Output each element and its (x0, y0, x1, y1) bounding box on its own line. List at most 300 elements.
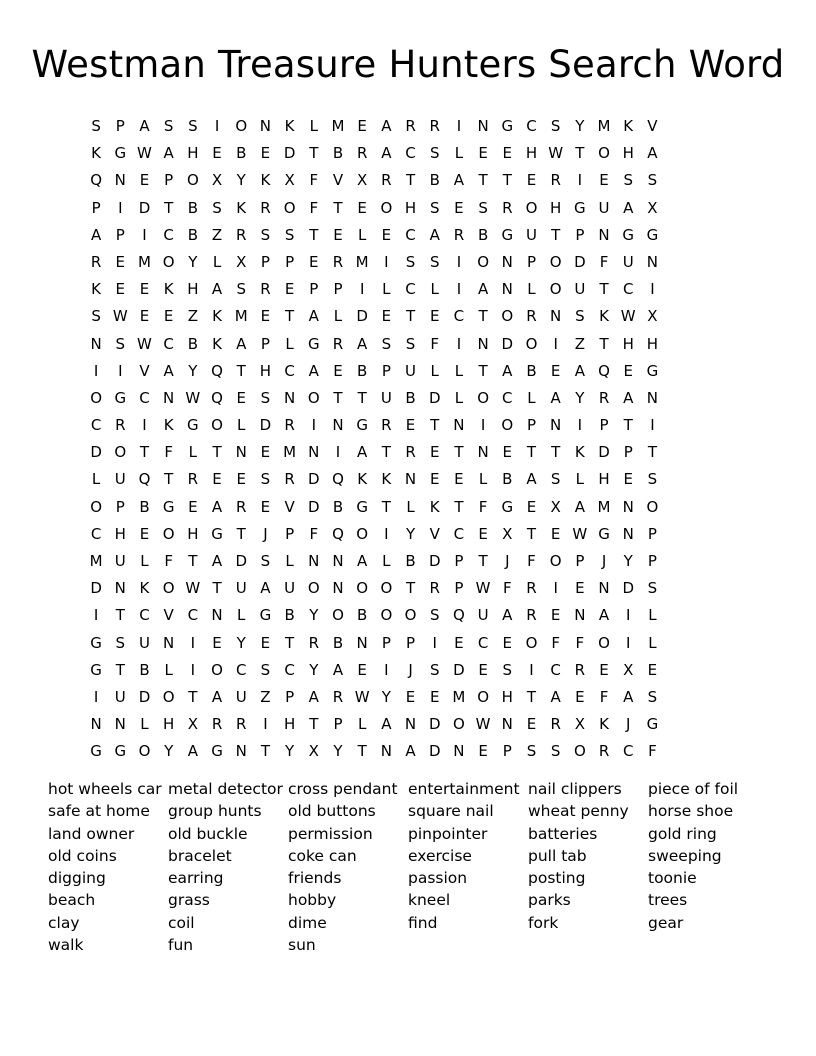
grid-letter: T (309, 144, 319, 163)
grid-letter: L (357, 715, 367, 734)
word-list-item: find (408, 913, 438, 932)
grid-letter: R (598, 388, 610, 407)
grid-letter: T (647, 443, 657, 462)
grid-letter: I (529, 660, 534, 679)
grid-row (84, 548, 665, 575)
grid-letter: G (211, 742, 223, 761)
grid-letter: E (139, 280, 150, 299)
word-list-item: metal detector (168, 780, 283, 798)
word-column (408, 778, 528, 956)
grid-letter: Z (260, 687, 271, 706)
grid-letter: E (478, 144, 488, 163)
grid-letter: T (285, 633, 295, 652)
word-list-item: hot wheels car (48, 780, 162, 798)
word-list-item: posting (528, 869, 586, 888)
grid-letter: N (114, 579, 126, 598)
grid-letter: S (550, 117, 561, 135)
grid-letter: E (454, 198, 464, 217)
grid-letter: A (623, 388, 634, 407)
word-list-item: land owner (48, 824, 135, 843)
grid-letter: P (333, 280, 343, 299)
grid-letter: F (164, 552, 173, 570)
grid-row (84, 140, 665, 167)
word-list-item: friends (288, 869, 342, 888)
grid-letter: S (575, 307, 585, 326)
word-list-item: kneel (408, 891, 451, 910)
grid-letter: C (622, 742, 634, 761)
grid-letter: K (91, 280, 102, 299)
grid-letter: W (137, 144, 152, 163)
grid-letter: L (454, 144, 464, 163)
grid-letter: O (114, 443, 127, 462)
grid-row (84, 684, 665, 711)
grid-letter: A (623, 687, 634, 706)
grid-letter: T (164, 470, 174, 489)
grid-letter: N (477, 117, 489, 135)
grid-letter: A (574, 497, 585, 516)
grid-letter: D (259, 416, 272, 435)
word-column (48, 778, 168, 956)
grid-letter: N (211, 606, 223, 625)
word-list-item: hobby (288, 891, 337, 910)
grid-letter: S (284, 225, 295, 244)
grid-letter: C (550, 660, 561, 679)
grid-letter: H (550, 198, 562, 217)
word-list-item: toonie (648, 869, 697, 888)
grid-row (84, 358, 665, 385)
grid-letter: X (574, 715, 585, 734)
grid-letter: M (355, 252, 369, 271)
grid-letter: S (478, 198, 488, 217)
grid-letter: F (309, 524, 319, 543)
page-title: Westman Treasure Hunters Search Word (31, 43, 785, 86)
grid-letter: L (140, 552, 149, 570)
grid-letter: L (357, 225, 367, 244)
word-column (168, 778, 288, 956)
grid-letter: X (623, 660, 634, 679)
grid-letter: A (381, 117, 392, 135)
grid-letter: E (429, 470, 440, 489)
grid-letter: O (162, 579, 175, 598)
grid-letter: E (429, 687, 440, 706)
grid-letter: R (115, 416, 126, 435)
grid-letter: T (164, 198, 174, 217)
grid-letter: O (501, 307, 514, 326)
grid-letter: Y (164, 742, 174, 761)
grid-letter: O (380, 606, 393, 625)
grid-letter: O (525, 633, 538, 652)
grid-letter: O (235, 117, 248, 135)
grid-letter: P (309, 280, 319, 299)
grid-letter: R (284, 416, 295, 435)
grid-letter: A (405, 742, 416, 761)
grid-letter: I (384, 660, 389, 679)
grid-letter: Y (333, 742, 343, 761)
grid-letter: N (308, 552, 320, 570)
grid-letter: O (380, 198, 393, 217)
grid-letter: G (646, 715, 659, 734)
grid-letter: K (212, 307, 222, 326)
grid-letter: O (138, 742, 151, 761)
grid-letter: E (260, 144, 271, 163)
grid-letter: S (163, 117, 174, 135)
grid-letter: T (212, 443, 222, 462)
grid-row (84, 113, 665, 140)
grid-letter: E (212, 470, 222, 489)
grid-letter: L (285, 334, 294, 353)
grid-letter: X (308, 742, 319, 761)
word-list-item: safe at home (48, 802, 150, 821)
grid-letter: T (381, 497, 391, 516)
grid-letter: S (429, 252, 440, 271)
grid-letter: K (284, 117, 295, 135)
grid-letter: A (260, 579, 271, 598)
grid-letter: S (236, 280, 246, 299)
grid-letter: Q (138, 470, 151, 489)
grid-letter: P (454, 579, 464, 598)
grid-letter: O (477, 388, 489, 407)
grid-letter: H (283, 715, 296, 734)
word-column (288, 778, 408, 956)
grid-letter: O (186, 171, 199, 190)
grid-letter: Q (332, 524, 344, 543)
grid-letter: E (212, 144, 222, 163)
grid-letter: Y (575, 388, 585, 407)
word-list-item: batteries (528, 824, 598, 843)
grid-letter: T (551, 443, 561, 462)
grid-letter: H (622, 144, 634, 163)
grid-letter: S (647, 687, 658, 706)
grid-letter: E (502, 144, 513, 163)
grid-letter: A (429, 225, 440, 244)
grid-letter: D (138, 687, 151, 706)
word-list-item: old coins (48, 846, 117, 865)
grid-letter: O (477, 252, 489, 271)
grid-letter: K (91, 144, 102, 163)
grid-letter: X (502, 524, 513, 543)
grid-letter: W (572, 524, 588, 543)
grid-letter: L (648, 606, 657, 625)
grid-letter: A (211, 280, 223, 299)
grid-letter: S (91, 307, 101, 326)
grid-letter: J (263, 524, 268, 543)
grid-letter: R (526, 606, 537, 625)
word-list-item: fork (528, 913, 559, 932)
grid-letter: C (284, 660, 295, 679)
grid-letter: I (456, 334, 462, 353)
grid-letter: H (259, 361, 272, 380)
grid-letter: X (357, 171, 368, 190)
grid-letter: U (114, 687, 126, 706)
grid-letter: N (332, 416, 344, 435)
grid-letter: K (599, 307, 609, 326)
grid-letter: S (429, 198, 440, 217)
word-list-item: piece of foil (648, 780, 739, 798)
grid-letter: T (526, 524, 537, 543)
grid-letter: I (553, 334, 558, 353)
grid-letter: T (188, 687, 198, 706)
grid-letter: L (430, 280, 439, 299)
grid-letter: K (357, 470, 368, 489)
grid-letter: U (525, 225, 537, 244)
grid-letter: D (453, 660, 465, 679)
word-list-item: bracelet (168, 846, 232, 865)
grid-letter: T (357, 742, 367, 761)
grid-letter: F (309, 171, 319, 190)
grid-row (84, 738, 665, 765)
grid-letter: Q (211, 388, 223, 407)
grid-letter: E (478, 742, 488, 761)
grid-letter: U (405, 361, 417, 380)
grid-letter: E (236, 470, 246, 489)
grid-letter: H (187, 280, 199, 299)
grid-letter: U (574, 280, 586, 299)
grid-letter: B (502, 470, 513, 489)
grid-row (84, 575, 665, 602)
grid-letter: P (575, 552, 585, 570)
grid-letter: J (626, 715, 631, 734)
word-list-item: gear (648, 913, 684, 932)
grid-letter: N (114, 171, 126, 190)
grid-letter: M (331, 117, 345, 135)
grid-letter: T (405, 307, 416, 326)
grid-letter: X (647, 307, 658, 326)
grid-letter: C (453, 524, 465, 543)
grid-letter: N (453, 416, 465, 435)
grid-letter: T (405, 579, 416, 598)
grid-letter: F (430, 334, 440, 353)
grid-letter: Y (405, 524, 416, 543)
grid-letter: U (114, 552, 126, 570)
grid-letter: E (405, 687, 416, 706)
grid-letter: A (574, 361, 585, 380)
grid-letter: K (236, 198, 247, 217)
grid-letter: O (283, 198, 296, 217)
grid-letter: N (598, 225, 610, 244)
grid-letter: C (622, 280, 634, 299)
word-list-item: clay (48, 913, 80, 932)
word-list-item: pull tab (528, 846, 587, 865)
grid-letter: B (284, 606, 295, 625)
grid-letter: I (456, 280, 462, 299)
grid-letter: L (648, 633, 657, 652)
grid-letter: F (599, 252, 609, 271)
grid-letter: A (332, 660, 344, 679)
grid-letter: Y (285, 742, 295, 761)
grid-letter: N (574, 606, 586, 625)
grid-letter: B (236, 144, 247, 163)
grid-letter: F (599, 687, 609, 706)
grid-letter: B (332, 633, 344, 652)
grid-letter: T (236, 524, 246, 543)
grid-letter: A (163, 361, 174, 380)
grid-letter: S (647, 470, 658, 489)
grid-letter: P (91, 198, 101, 217)
grid-letter: E (139, 524, 150, 543)
word-list-item: sweeping (648, 846, 722, 865)
grid-letter: G (114, 388, 127, 407)
grid-letter: R (356, 144, 368, 163)
grid-letter: L (212, 252, 222, 271)
word-list-item: earring (168, 869, 224, 888)
grid-row (84, 331, 665, 358)
grid-letter: G (211, 524, 223, 543)
grid-letter: C (405, 225, 416, 244)
grid-letter: N (114, 715, 126, 734)
grid-letter: C (526, 117, 537, 135)
grid-letter: C (284, 361, 295, 380)
grid-letter: S (526, 742, 537, 761)
grid-letter: V (429, 524, 440, 543)
grid-letter: P (647, 524, 657, 543)
grid-letter: R (332, 252, 344, 271)
grid-letter: O (162, 252, 175, 271)
grid-letter: A (163, 144, 174, 163)
grid-letter: N (163, 633, 175, 652)
grid-letter: I (384, 252, 389, 271)
grid-letter: S (502, 660, 513, 679)
grid-letter: O (404, 606, 417, 625)
grid-letter: R (453, 225, 465, 244)
grid-letter: A (211, 497, 223, 516)
word-list-item: old buckle (168, 824, 248, 843)
grid-letter: A (598, 606, 610, 625)
grid-letter: N (622, 497, 634, 516)
grid-letter: G (501, 117, 514, 135)
grid-letter: T (502, 171, 512, 190)
grid-letter: T (236, 361, 246, 380)
word-column (528, 778, 648, 956)
grid-letter: P (260, 252, 270, 271)
grid-letter: L (140, 715, 149, 734)
grid-letter: D (428, 715, 441, 734)
grid-letter: R (405, 117, 416, 135)
grid-letter: O (211, 416, 223, 435)
grid-letter: C (405, 280, 416, 299)
grid-letter: E (260, 633, 271, 652)
grid-letter: R (236, 225, 247, 244)
grid-letter: Z (211, 225, 223, 244)
grid-row (84, 249, 665, 276)
grid-letter: I (480, 416, 486, 435)
grid-letter: J (408, 660, 413, 679)
grid-letter: L (430, 361, 439, 380)
grid-letter: P (285, 252, 295, 271)
word-list-item: old buttons (288, 802, 376, 821)
grid-letter: I (214, 117, 220, 135)
grid-letter: E (115, 252, 126, 271)
grid-letter: W (548, 144, 564, 163)
word-list-item: grass (168, 891, 210, 910)
grid-letter: P (381, 361, 391, 380)
grid-letter: T (478, 171, 488, 190)
grid-letter: X (236, 252, 247, 271)
grid-letter: R (332, 687, 344, 706)
grid-letter: E (478, 660, 488, 679)
grid-row (84, 303, 665, 330)
grid-letter: S (429, 606, 440, 625)
grid-letter: O (646, 497, 659, 516)
grid-letter: P (406, 633, 416, 652)
grid-letter: S (91, 117, 101, 135)
grid-letter: T (599, 280, 609, 299)
grid-letter: U (138, 633, 150, 652)
grid-letter: S (623, 171, 633, 190)
grid-letter: B (187, 225, 198, 244)
grid-letter: D (356, 307, 368, 326)
grid-letter: N (550, 307, 562, 326)
grid-letter: G (259, 606, 272, 625)
grid-letter: I (626, 606, 631, 625)
grid-letter: N (404, 470, 417, 489)
grid-letter: K (260, 171, 271, 190)
grid-letter: D (574, 252, 586, 271)
grid-letter: K (212, 334, 222, 353)
grid-letter: N (453, 742, 465, 761)
grid-letter: F (575, 633, 585, 652)
grid-letter: R (260, 198, 271, 217)
grid-letter: I (93, 361, 99, 380)
grid-letter: E (575, 579, 585, 598)
grid-letter: D (428, 742, 441, 761)
grid-letter: I (456, 252, 462, 271)
grid-letter: G (646, 225, 659, 244)
word-list-item: fun (168, 936, 194, 955)
word-list-item: group hunts (168, 802, 262, 821)
grid-letter: P (526, 416, 536, 435)
grid-letter: F (551, 633, 560, 652)
grid-letter: Y (309, 660, 319, 679)
grid-letter: A (477, 280, 489, 299)
grid-letter: N (598, 579, 610, 598)
grid-letter: P (454, 552, 464, 570)
grid-letter: O (598, 144, 610, 163)
grid-letter: E (381, 307, 392, 326)
grid-letter: P (526, 252, 536, 271)
grid-letter: I (456, 117, 462, 135)
word-list-item: walk (48, 936, 84, 955)
grid-letter: M (452, 687, 466, 706)
grid-letter: N (90, 334, 102, 353)
grid-letter: W (475, 579, 491, 598)
grid-letter: P (285, 524, 295, 543)
grid-letter: E (357, 117, 367, 135)
grid-letter: R (308, 633, 319, 652)
grid-letter: L (575, 470, 585, 489)
grid-row (84, 439, 665, 466)
word-list-item: digging (48, 869, 106, 888)
grid-letter: G (356, 497, 368, 516)
grid-letter: M (597, 117, 611, 135)
grid-letter: O (162, 524, 175, 543)
grid-letter: L (188, 443, 198, 462)
grid-letter: O (573, 742, 586, 761)
grid-letter: P (260, 334, 270, 353)
grid-letter: U (284, 579, 296, 598)
grid-letter: D (283, 144, 296, 163)
grid-letter: O (549, 252, 562, 271)
grid-letter: J (505, 552, 510, 570)
grid-letter: T (478, 361, 488, 380)
grid-letter: I (384, 524, 389, 543)
grid-letter: A (381, 715, 392, 734)
grid-letter: O (307, 579, 320, 598)
grid-letter: Q (211, 361, 223, 380)
grid-letter: G (90, 742, 102, 761)
grid-letter: Q (453, 606, 465, 625)
grid-letter: P (115, 225, 125, 244)
grid-letter: H (622, 334, 634, 353)
